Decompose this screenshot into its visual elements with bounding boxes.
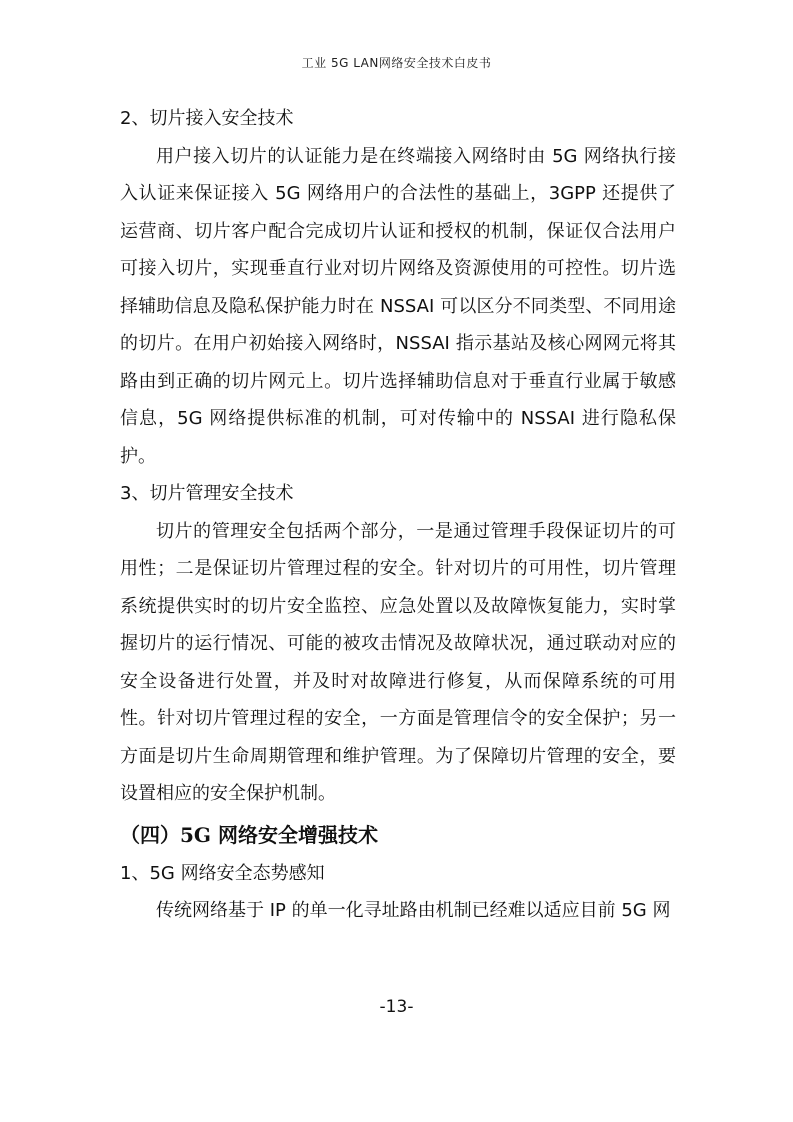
page-number: -13-: [379, 997, 414, 1017]
section-heading-slice-access: 2、切片接入安全技术: [120, 108, 294, 129]
running-header: 工业 5G LAN网络安全技术白皮书: [301, 56, 492, 70]
section-heading-situation-awareness: 1、5G 网络安全态势感知: [120, 862, 325, 884]
paragraph-slice-access: 用户接入切片的认证能力是在终端接入网络时由 5G 网络执行接入认证来保证接入 5G 网络用户的合法性的基础上，3GPP 还提供了运营商、切片客户配合完成切片认证和授权的机制，保证仅合法用户可接入切片，实现垂直行业对切片网络及资源使用的可控性。切片选择辅助信息及隐私保护能力时在 NSSAI 可以区分不同类型、不同用途的切片。在用户初始接入网络时，NSSAI 指示基站及核心网网元将其路由到正确的切片网元上。切片选择辅助信息对于垂直行业属于敏感信息，5G 网络提供标准的机制，可对传输中的 NSSAI 进行隐私保护。: [120, 145, 676, 467]
chapter-heading-enhancement: （四）5G 网络安全增强技术: [120, 822, 378, 847]
section-heading-slice-management: 3、切片管理安全技术: [120, 483, 294, 504]
paragraph-situation-awareness: 传统网络基于 IP 的单一化寻址路由机制已经难以适应目前 5G 网: [156, 900, 671, 921]
paragraph-slice-management: 切片的管理安全包括两个部分，一是通过管理手段保证切片的可用性；二是保证切片管理过程的安全。针对切片的可用性，切片管理系统提供实时的切片安全监控、应急处置以及故障恢复能力，实时掌握切片的运行情况、可能的被攻击情况及故障状况，通过联动对应的安全设备进行处置，并及时对故障进行修复，从而保障系统的可用性。针对切片管理过程的安全，一方面是管理信令的安全保护；另一方面是切片生命周期管理和维护管理。为了保障切片管理的安全，要设置相应的安全保护机制。: [120, 520, 676, 804]
document-body: [120, 100, 676, 930]
